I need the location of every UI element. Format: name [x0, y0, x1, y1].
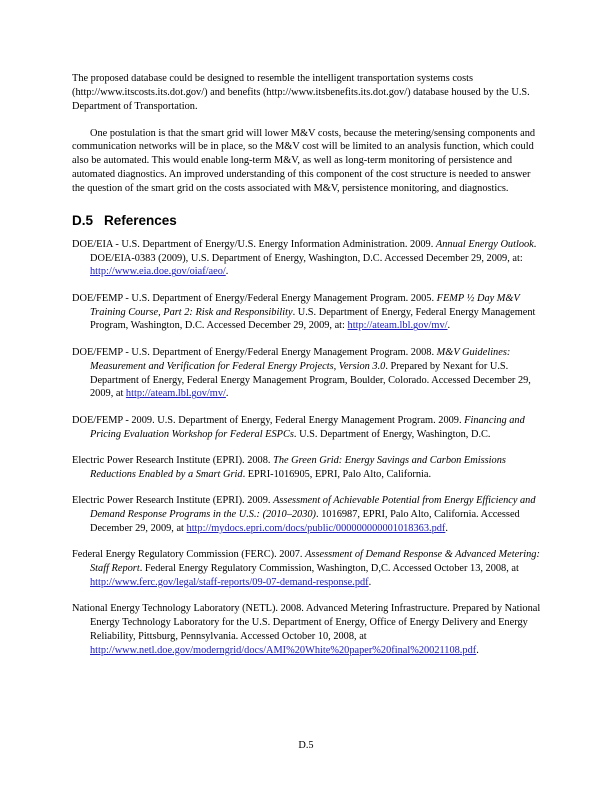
reference-link[interactable]: http://www.ferc.gov/legal/staff-reports/09-07-demand-response.pdf [90, 576, 369, 588]
reference-item: Electric Power Research Institute (EPRI). 2008. The Green Grid: Energy Savings and Carbon Emissions Reductions Enabled by a Smart Grid. EPRI-1016905, EPRI, Palo Alto, California. [72, 454, 506, 480]
reference-link[interactable]: http://www.netl.doe.gov/moderngrid/docs/AMI%20White%20paper%20final%20021108.pdf [90, 644, 477, 656]
reference-link[interactable]: http://www.eia.doe.gov/oiaf/aeo/ [90, 266, 226, 278]
reference-link[interactable]: http://ateam.lbl.gov/mv/ [347, 320, 448, 332]
reference-item: National Energy Technology Laboratory (NETL). 2008. Advanced Metering Infrastructure. Prepared by National Energy Technology Laboratory for the U.S. Department of Energy, Office of Energy Delivery and Energy Reliability, Pittsburg, Pennsylvania. Accessed October 10, 2008, at http://www.netl.doe.gov/moderngrid/docs/AMI%20White%20paper%20final%20021108.pdf. [72, 603, 541, 656]
page-body [72, 72, 542, 670]
section-number: D.5 [72, 212, 94, 228]
reference-item: DOE/FEMP - U.S. Department of Energy/Federal Energy Management Program. 2008. M&V Guidelines: Measurement and Verification for Federal Energy Projects, Version 3.0. Prepared by Nexant for U.S. Department of Energy, Federal Energy Management Program, Boulder, Colorado. Accessed December 29, 2009, at http://ateam.lbl.gov/mv/. [72, 346, 531, 400]
paragraph-postulation: One postulation is that the smart grid will lower M&V costs, because the metering/sensing components and communication networks will be in place, so the M&V cost will be limited to an analysis function, which could also be automated. This would enable long-term M&V, as well as long-term monitoring of persistence and automated diagnostics. An improved understanding of this component of the cost structure is needed to answer the question of the smart grid on the costs associated with M&V, persistence monitoring, and diagnostics. [72, 127, 536, 194]
reference-link[interactable]: http://ateam.lbl.gov/mv/ [125, 388, 226, 400]
reference-item: DOE/FEMP - U.S. Department of Energy/Federal Energy Management Program. 2005. FEMP ½ Day M&V Training Course, Part 2: Risk and Responsibility. U.S. Department of Energy, Federal Energy Management Program, Washington, D.C. Accessed December 29, 2009, at: http://ateam.lbl.gov/mv/. [72, 292, 536, 332]
reference-item: Federal Energy Regulatory Commission (FERC). 2007. Assessment of Demand Response & Advanced Metering: Staff Report. Federal Energy Regulatory Commission, Washington, D,C. Accessed October 13, 2008, at http://www.ferc.gov/legal/staff-reports/09-07-demand-response.pdf. [72, 549, 540, 588]
reference-item: DOE/FEMP - 2009. U.S. Department of Energy, Federal Energy Management Program. 2009. Financing and Pricing Evaluation Workshop for Federal ESPCs. U.S. Department of Energy, Washington, D.C. [72, 414, 525, 440]
section-title: References [104, 212, 177, 228]
reference-link[interactable]: http://mydocs.epri.com/docs/public/000000000001018363.pdf [186, 522, 446, 534]
reference-item: Electric Power Research Institute (EPRI). 2009. Assessment of Achievable Potential from Energy Efficiency and Demand Response Programs in the U.S.: (2010–2030). 1016987, EPRI, Palo Alto, California. Accessed December 29, 2009, at http://mydocs.epri.com/docs/public/000000000001018363.pdf. [72, 495, 536, 534]
reference-item: DOE/EIA - U.S. Department of Energy/U.S. Energy Information Administration. 2009. Annual Energy Outlook. DOE/EIA-0383 (2009), U.S. Department of Energy, Washington, D.C. Accessed December 29, 2009, at: http://www.eia.doe.gov/oiaf/aeo/. [72, 238, 537, 278]
paragraph-database: The proposed database could be designed to resemble the intelligent transportation systems costs (http://www.itscosts.its.dot.gov/) and benefits (http://www.itsbenefits.its.dot.gov/) database housed by the U.S. Department of Transportation. [72, 73, 530, 112]
reference-list [72, 238, 542, 658]
page-number: D.5 [298, 740, 314, 751]
section-heading [72, 213, 542, 229]
